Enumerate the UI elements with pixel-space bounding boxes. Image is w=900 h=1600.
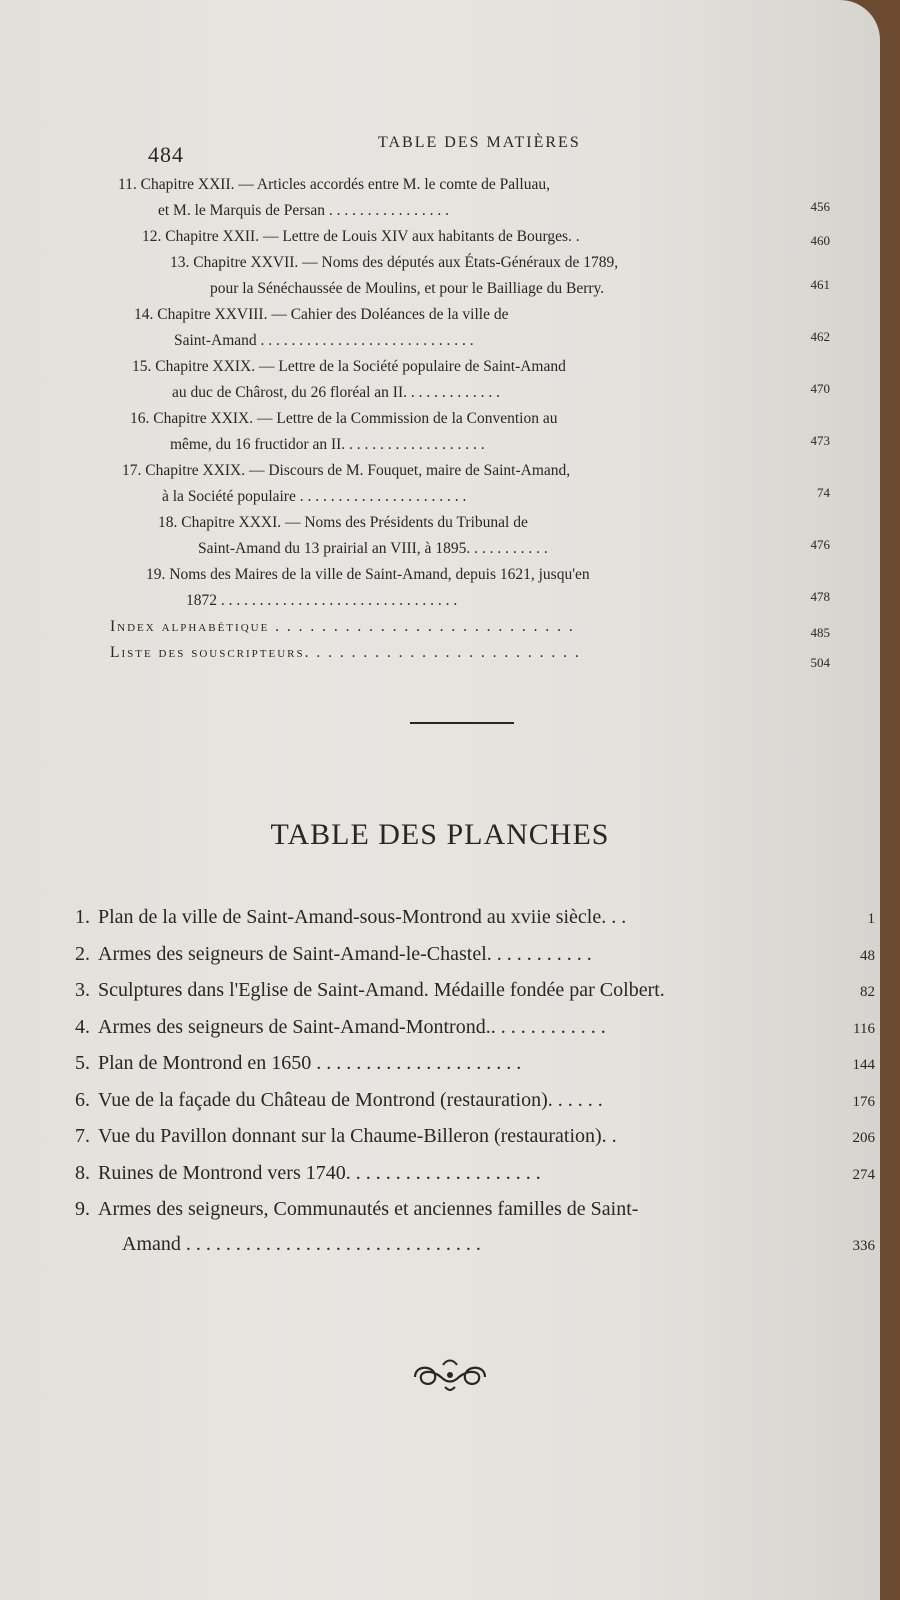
planche-number: 9. (75, 1198, 90, 1220)
planche-page: 82 (860, 984, 875, 1000)
toc-entry (110, 302, 830, 354)
toc-page-number: 470 (810, 381, 830, 396)
toc-entry (110, 614, 830, 640)
toc-page-number: 461 (810, 277, 830, 292)
toc-line-index: Index alphabétique . . . . . . . . . . . . . . . . . . . . . . . . . . (110, 618, 575, 635)
toc-line: 15. Chapitre XXIX. — Lettre de la Société populaire de Saint-Amand (132, 358, 566, 375)
ornament-flourish-icon (405, 1355, 495, 1395)
toc-line: même, du 16 fructidor an II. . . . . . . . . . . . . . . . . . . (170, 436, 485, 453)
planches-list (50, 900, 875, 1263)
toc-page-number: 74 (817, 485, 830, 500)
toc-line: pour la Sénéchaussée de Moulins, et pour le Bailliage du Berry. (210, 280, 605, 297)
toc-line: 13. Chapitre XXVII. — Noms des députés aux États-Généraux de 1789, (170, 254, 619, 271)
toc-page-number: 485 (810, 625, 830, 640)
planche-title: Vue du Pavillon donnant sur la Chaume-Billeron (restauration). . (98, 1125, 617, 1147)
toc-page-number: 460 (810, 233, 830, 248)
toc-page-number: 504 (810, 655, 830, 670)
toc-entry (110, 354, 830, 406)
toc-line: 16. Chapitre XXIX. — Lettre de la Commission de la Convention au (130, 410, 558, 427)
planche-title: Armes des seigneurs de Saint-Amand-le-Chastel. . . . . . . . . . . (98, 942, 592, 965)
toc-line: Saint-Amand du 13 prairial an VIII, à 1895. . . . . . . . . . . (198, 540, 548, 557)
planche-page: 206 (852, 1130, 875, 1146)
toc-entry (110, 406, 830, 458)
planche-number: 1. (75, 906, 90, 928)
toc-page-number: 476 (810, 537, 830, 552)
planche-page: 48 (860, 947, 875, 964)
toc-entry (110, 224, 830, 250)
planche-number: 5. (75, 1052, 90, 1074)
planche-number: 7. (75, 1125, 90, 1147)
planche-item (50, 1046, 875, 1083)
toc-entry (110, 562, 830, 614)
toc-entry (110, 640, 830, 670)
toc-line: à la Société populaire . . . . . . . . . . . . . . . . . . . . . . (162, 488, 467, 505)
planche-title: Plan de la ville de Saint-Amand-sous-Montrond au xviie siècle. . . (98, 906, 627, 928)
planche-item (50, 1192, 875, 1227)
planche-title: Plan de Montrond en 1650 . . . . . . . . . . . . . . . . . . . . . (98, 1052, 522, 1074)
toc-line-subscribers: Liste des souscripteurs. . . . . . . . . . . . . . . . . . . . . . . . (110, 644, 581, 661)
planche-page: 144 (852, 1057, 875, 1073)
toc-entry (110, 510, 830, 562)
toc-line: 12. Chapitre XXII. — Lettre de Louis XIV aux habitants de Bourges. . (142, 228, 580, 245)
planche-title: Vue de la façade du Château de Montrond (restauration). . . . . . (98, 1088, 603, 1111)
toc-entry (110, 458, 830, 510)
planche-item (50, 1083, 875, 1120)
planche-number: 8. (75, 1161, 90, 1184)
toc-line: 11. Chapitre XXII. — Articles accordés entre M. le comte de Palluau, (118, 176, 550, 193)
toc-page-number: 478 (810, 589, 830, 604)
planche-page: 116 (853, 1020, 875, 1037)
planche-item-continuation (50, 1227, 875, 1264)
toc-page-number: 456 (810, 199, 830, 214)
planche-item (50, 1010, 875, 1047)
toc-entry (110, 172, 830, 224)
toc-line: au duc de Chârost, du 26 floréal an II. . . . . . . . . . . . . (172, 384, 501, 401)
planche-item (50, 1119, 875, 1156)
planche-number: 4. (75, 1015, 90, 1038)
planche-page: 1 (867, 911, 875, 927)
planche-title: Amand . . . . . . . . . . . . . . . . . . . . . . . . . . . . . . (122, 1232, 481, 1255)
planche-page: 176 (852, 1093, 875, 1110)
toc-line: 18. Chapitre XXXI. — Noms des Présidents du Tribunal de (158, 514, 528, 531)
section-divider (410, 722, 514, 724)
running-title: TABLE DES MATIÈRES (378, 134, 581, 151)
planche-page: 274 (852, 1166, 875, 1183)
planche-number: 2. (75, 942, 90, 965)
planche-number: 6. (75, 1088, 90, 1111)
page-header (148, 130, 768, 170)
planche-item (50, 973, 875, 1010)
toc-page-number: 462 (810, 329, 830, 344)
toc-line: 19. Noms des Maires de la ville de Saint-Amand, depuis 1621, jusqu'en (146, 566, 590, 583)
planches-heading: TABLE DES PLANCHES (270, 818, 610, 851)
planche-title: Armes des seigneurs de Saint-Amand-Montrond.. . . . . . . . . . . . (98, 1015, 606, 1038)
table-of-contents (110, 172, 830, 670)
planche-title: Sculptures dans l'Eglise de Saint-Amand. Médaille fondée par Colbert. (98, 979, 665, 1001)
planche-title: Ruines de Montrond vers 1740. . . . . . . . . . . . . . . . . . . . (98, 1161, 541, 1184)
planche-item (50, 900, 875, 937)
page-number: 484 (148, 142, 184, 167)
planche-title: Armes des seigneurs, Communautés et anciennes familles de Saint- (98, 1198, 639, 1220)
toc-line: 17. Chapitre XXIX. — Discours de M. Fouquet, maire de Saint-Amand, (122, 462, 571, 479)
toc-line: 1872 . . . . . . . . . . . . . . . . . . . . . . . . . . . . . . . (186, 592, 458, 609)
toc-line: 14. Chapitre XXVIII. — Cahier des Doléances de la ville de (134, 306, 509, 323)
planche-page: 336 (852, 1237, 875, 1254)
planche-number: 3. (75, 979, 90, 1001)
planche-item (50, 937, 875, 974)
toc-line: et M. le Marquis de Persan . . . . . . . . . . . . . . . . (158, 202, 450, 219)
planche-item (50, 1156, 875, 1193)
toc-line: Saint-Amand . . . . . . . . . . . . . . . . . . . . . . . . . . . . (174, 332, 474, 349)
toc-page-number: 473 (810, 433, 830, 448)
toc-entry (110, 250, 830, 302)
